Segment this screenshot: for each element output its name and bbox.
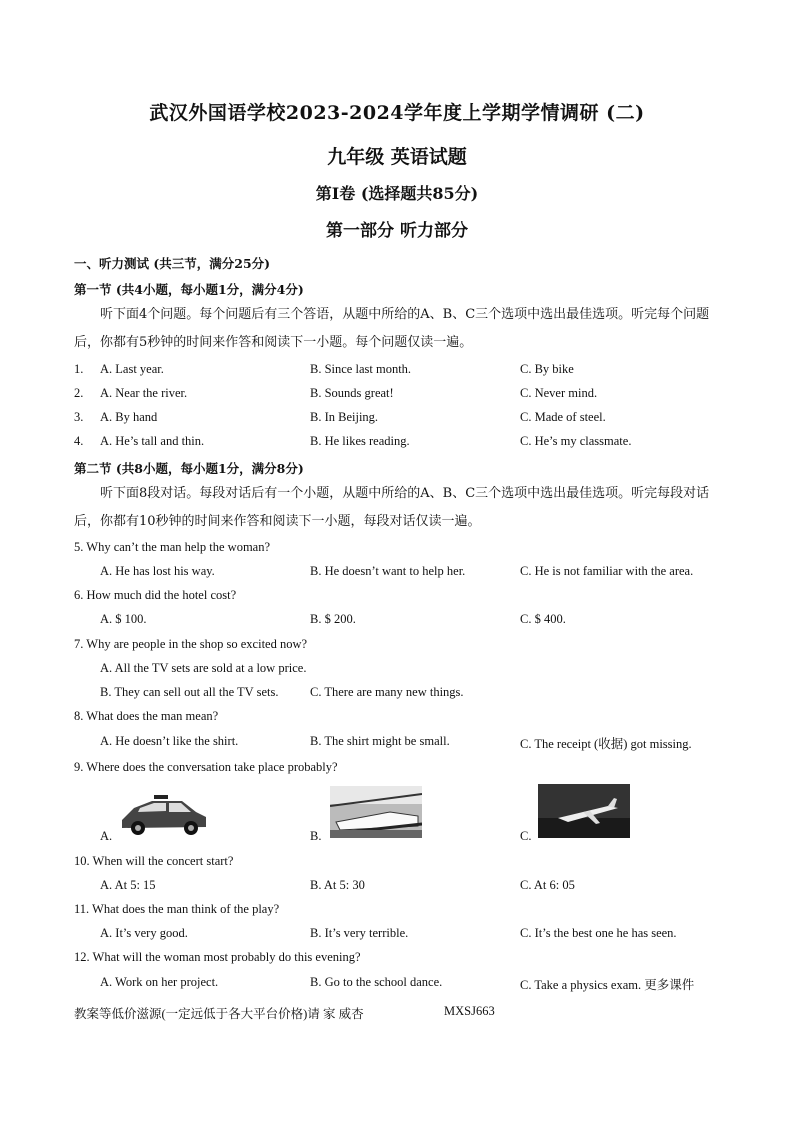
- q10-option-a: A. At 5: 15: [100, 878, 156, 892]
- q2-option-c: C. Never mind.: [520, 386, 598, 400]
- q11-option-a: A. It’s very good.: [100, 926, 188, 940]
- subsection-1-instructions: 听下面4个问题。每个问题后有三个答语，从题中所给的A、B、C三个选项中选出最佳选项。听完每个问题后，你都有5秒钟的时间来作答和阅读下一小题。每个问题仅读一遍。: [74, 307, 710, 350]
- volume-heading: 第Ⅰ卷 (选择题共85分): [315, 184, 479, 203]
- q12-option-a: A. Work on her project.: [100, 975, 219, 989]
- footer-code: MXSJ663: [444, 1004, 495, 1018]
- q2-number: 2.: [74, 386, 84, 400]
- q10-stem: 10. When will the concert start?: [74, 854, 234, 868]
- q9-stem: 9. Where does the conversation take place probably?: [74, 760, 338, 774]
- subsection-2-instructions: 听下面8段对话。每段对话后有一个小题，从题中所给的A、B、C三个选项中选出最佳选项。听完每段对话后，你都有10秒钟的时间来作答和阅读下一小题，每段对话仅读一遍。: [74, 486, 710, 529]
- q6-option-a: A. $ 100.: [100, 612, 147, 626]
- q8-option-b: B. The shirt might be small.: [310, 734, 450, 748]
- q9-option-c: C.: [520, 829, 532, 843]
- q12-option-c: C. Take a physics exam. 更多课件: [520, 978, 695, 992]
- q7-option-b: B. They can sell out all the TV sets.: [100, 685, 279, 699]
- q12-option-b: B. Go to the school dance.: [310, 975, 443, 989]
- q11-option-c: C. It’s the best one he has seen.: [520, 926, 677, 940]
- q6-option-b: B. $ 200.: [310, 612, 356, 626]
- q1-option-c: C. By bike: [520, 362, 574, 376]
- q11-stem: 11. What does the man think of the play?: [74, 902, 280, 916]
- q1-number: 1.: [74, 362, 84, 376]
- q5-option-a: A. He has lost his way.: [100, 564, 215, 578]
- q6-stem: 6. How much did the hotel cost?: [74, 588, 237, 602]
- q7-option-a: A. All the TV sets are sold at a low price.: [100, 661, 307, 675]
- q5-stem: 5. Why can’t the man help the woman?: [74, 540, 271, 554]
- q2-option-b: B. Sounds great!: [310, 386, 394, 400]
- q1-option-a: A. Last year.: [100, 362, 164, 376]
- q11-option-b: B. It’s very terrible.: [310, 926, 409, 940]
- q3-option-a: A. By hand: [100, 410, 158, 424]
- q4-number: 4.: [74, 434, 84, 448]
- subsection-1-heading: 第一节 (共4小题，每小题1分，满分4分): [74, 282, 304, 297]
- q4-option-b: B. He likes reading.: [310, 434, 410, 448]
- q3-number: 3.: [74, 410, 84, 424]
- q8-stem: 8. What does the man mean?: [74, 709, 219, 723]
- exam-subtitle: 九年级 英语试题: [327, 146, 467, 168]
- q9-option-a: A.: [100, 829, 113, 843]
- q5-option-c: C. He is not familiar with the area.: [520, 564, 694, 578]
- q3-option-b: B. In Beijing.: [310, 410, 379, 424]
- q10-option-b: B. At 5: 30: [310, 878, 365, 892]
- q5-option-b: B. He doesn’t want to help her.: [310, 564, 466, 578]
- q8-option-a: A. He doesn’t like the shirt.: [100, 734, 239, 748]
- q7-stem: 7. Why are people in the shop so excited now?: [74, 637, 308, 651]
- taxi-car-picture: [112, 790, 210, 838]
- part-heading: 第一部分 听力部分: [326, 221, 468, 241]
- q9-option-b: B.: [310, 829, 322, 843]
- q3-option-c: C. Made of steel.: [520, 410, 606, 424]
- footer-text: 教案等低价滋源(一定远低于各大平台价格)请 家 威杏: [74, 1007, 364, 1021]
- q4-option-c: C. He’s my classmate.: [520, 434, 632, 448]
- q4-option-a: A. He’s tall and thin.: [100, 434, 205, 448]
- q6-option-c: C. $ 400.: [520, 612, 566, 626]
- subsection-2-heading: 第二节 (共8小题，每小题1分，满分8分): [74, 461, 304, 476]
- q10-option-c: C. At 6: 05: [520, 878, 575, 892]
- q12-stem: 12. What will the woman most probably do this evening?: [74, 950, 361, 964]
- q2-option-a: A. Near the river.: [100, 386, 188, 400]
- exam-title: 武汉外国语学校2023-2024学年度上学期学情调研 (二): [149, 102, 645, 124]
- q8-option-c: C. The receipt (收据) got missing.: [520, 737, 692, 751]
- train-station-picture: [330, 786, 422, 838]
- section-heading: 一、听力测试 (共三节，满分25分): [74, 256, 271, 271]
- airplane-picture: [538, 784, 630, 838]
- q1-option-b: B. Since last month.: [310, 362, 412, 376]
- q7-option-c: C. There are many new things.: [310, 685, 464, 699]
